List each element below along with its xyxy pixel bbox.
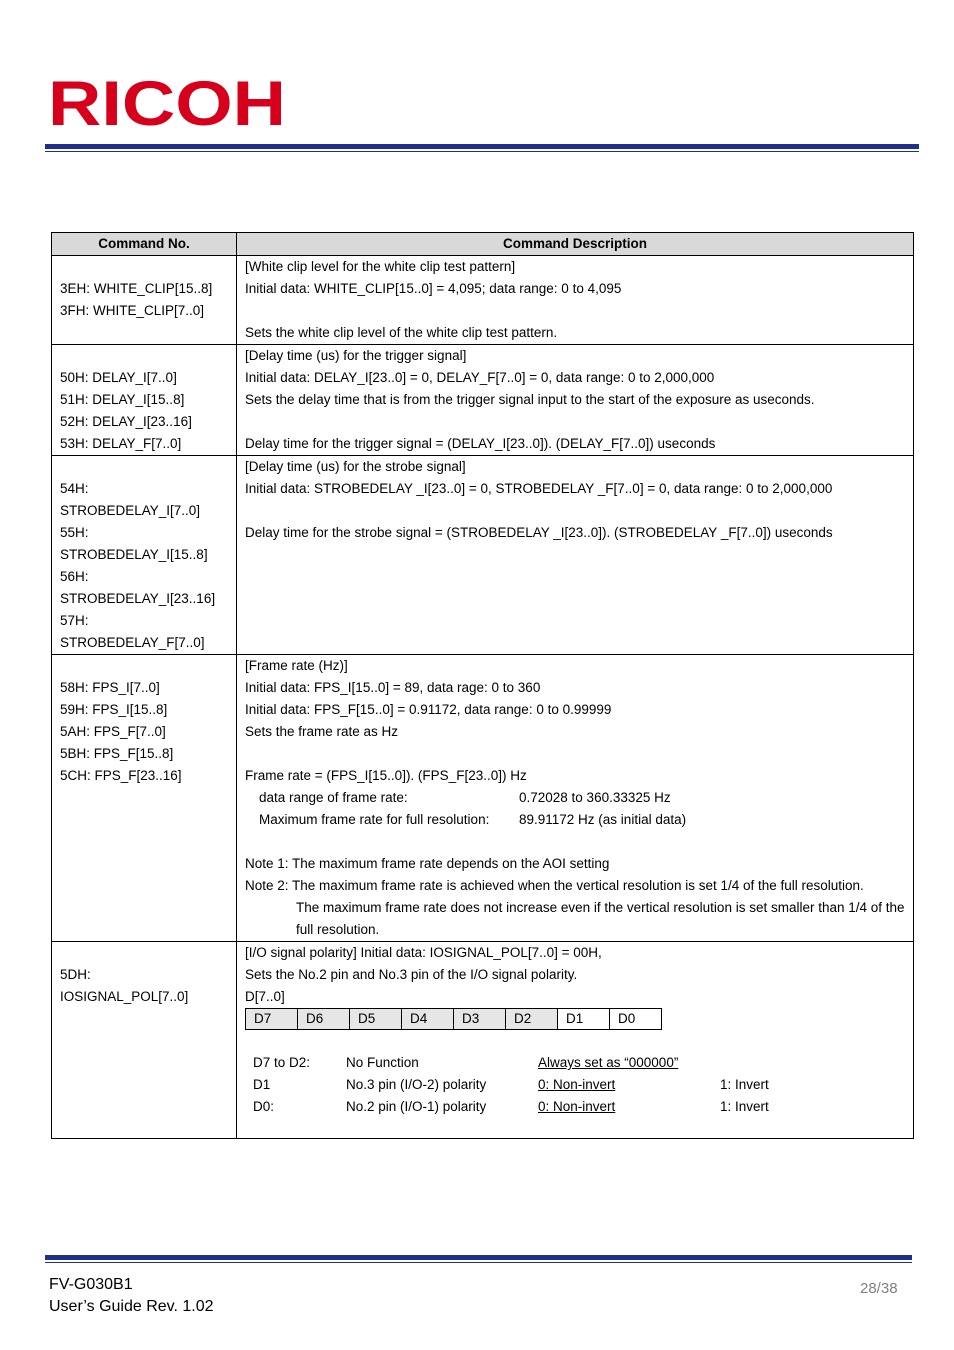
desc-line: Delay time for the strobe signal = (STROBEDELAY _I[23..0]). (STROBEDELAY _F[7..0]) useconds [245,525,833,540]
desc-line: Initial data: FPS_I[15..0] = 89, data rage: 0 to 360 [245,680,541,695]
command-label: 5AH: FPS_F[7..0] [60,724,166,739]
note-2-continued: The maximum frame rate does not increase even if the vertical resolution is set smaller than 1/4 of the full resolution. [296,900,905,937]
desc-line: Sets the delay time that is from the trigger signal input to the start of the exposure as useconds. [245,392,815,407]
bit-cell: D5 [350,1009,402,1030]
polarity-function: No Function [346,1055,419,1070]
command-label: 53H: DELAY_F[7..0] [60,436,182,451]
command-label: 56H: [60,569,89,584]
description-cell [237,256,914,345]
header-command-desc: Command Description [237,233,914,256]
command-label: 5DH: [60,967,91,982]
desc-line: Sets the No.2 pin and No.3 pin of the I/O signal polarity. [245,967,578,982]
polarity-value-1: 1: Invert [720,1099,769,1114]
desc-line: Sets the white clip level of the white clip test pattern. [245,325,558,340]
desc-line: Initial data: FPS_F[15..0] = 0.91172, data range: 0 to 0.99999 [245,702,612,717]
footer-rule-thick [45,1255,912,1260]
polarity-bit: D1 [253,1077,271,1092]
range-value: 0.72028 to 360.33325 Hz [519,790,671,805]
header-rule-thick [45,144,919,149]
note-1: Note 1: The maximum frame rate depends on the AOI setting [245,856,610,871]
polarity-function: No.3 pin (I/O-2) polarity [346,1077,487,1092]
desc-line: [I/O signal polarity] Initial data: IOSIGNAL_POL[7..0] = 00H, [245,945,602,960]
frame-rate-max [245,809,905,831]
polarity-function: No.2 pin (I/O-1) polarity [346,1099,487,1114]
desc-line: [Frame rate (Hz)] [245,658,348,673]
polarity-value-0: Always set as “000000” [538,1055,679,1070]
footer-rule-thin [45,1262,912,1263]
logo-text: RICOH [48,74,286,130]
command-label: 54H: [60,481,89,496]
table-row [52,655,914,942]
page-number: 28/38 [860,1280,898,1297]
command-cell [52,345,237,456]
command-table [51,232,914,1139]
command-cell [52,942,237,1139]
command-cell [52,256,237,345]
ricoh-logo [48,74,288,130]
polarity-row [253,1074,905,1096]
command-label: 3EH: WHITE_CLIP[15..8] [60,281,213,296]
desc-line: Delay time for the trigger signal = (DELAY_I[23..0]). (DELAY_F[7..0]) useconds [245,436,716,451]
note-2: Note 2: The maximum frame rate is achieved when the vertical resolution is set 1/4 of the full resolution. [245,878,864,893]
command-label: 3FH: WHITE_CLIP[7..0] [60,303,205,318]
max-label: Maximum frame rate for full resolution: [259,812,490,827]
command-label: 51H: DELAY_I[15..8] [60,392,185,407]
polarity-value-1: 1: Invert [720,1077,769,1092]
bit-cell: D1 [558,1009,610,1030]
bit-cell: D7 [246,1009,298,1030]
range-label: data range of frame rate: [259,790,408,805]
polarity-bit: D0: [253,1099,275,1114]
command-label: 50H: DELAY_I[7..0] [60,370,177,385]
table-row [52,456,914,655]
command-cell [52,456,237,655]
polarity-row [253,1096,905,1118]
max-value: 89.91172 Hz (as initial data) [519,812,687,827]
command-label: STROBEDELAY_I[7..0] [60,503,201,518]
bit-cell: D4 [402,1009,454,1030]
command-label: 5BH: FPS_F[15..8] [60,746,174,761]
desc-line: [Delay time (us) for the trigger signal] [245,348,467,363]
command-label: 58H: FPS_I[7..0] [60,680,160,695]
header-rule-thin [45,151,919,152]
command-label: STROBEDELAY_I[15..8] [60,547,208,562]
description-cell [237,456,914,655]
command-label: STROBEDELAY_F[7..0] [60,635,205,650]
command-cell [52,655,237,942]
command-label: 5CH: FPS_F[23..16] [60,768,182,783]
polarity-bit: D7 to D2: [253,1055,311,1070]
command-label: IOSIGNAL_POL[7..0] [60,989,189,1004]
header-command-no: Command No. [52,233,237,256]
desc-line: D[7..0] [245,989,285,1004]
description-cell [237,942,914,1139]
frame-rate-range [245,787,905,809]
description-cell [237,655,914,942]
command-label: STROBEDELAY_I[23..16] [60,591,216,606]
bit-layout-table [245,1008,662,1030]
table-row [52,256,914,345]
command-label: 59H: FPS_I[15..8] [60,702,168,717]
table-row [52,345,914,456]
desc-line: Initial data: DELAY_I[23..0] = 0, DELAY_F[7..0] = 0, data range: 0 to 2,000,000 [245,370,715,385]
footer-doc-info [49,1274,214,1318]
polarity-value-0: 0: Non-invert [538,1099,616,1114]
desc-line: [White clip level for the white clip test pattern] [245,259,516,274]
footer-model: FV-G030B1 [49,1276,133,1293]
command-label: 55H: [60,525,89,540]
footer-guide: User’s Guide Rev. 1.02 [49,1298,214,1315]
bit-cell: D3 [454,1009,506,1030]
desc-line: Initial data: WHITE_CLIP[15..0] = 4,095; data range: 0 to 4,095 [245,281,622,296]
desc-line: Initial data: STROBEDELAY _I[23..0] = 0, STROBEDELAY _F[7..0] = 0, data range: 0 to 2,000,000 [245,481,833,496]
description-cell [237,345,914,456]
table-header-row [52,233,914,256]
bit-cell: D2 [506,1009,558,1030]
polarity-value-0: 0: Non-invert [538,1077,616,1092]
command-label: 57H: [60,613,89,628]
bit-cell: D0 [610,1009,662,1030]
bit-cell: D6 [298,1009,350,1030]
polarity-row [253,1052,905,1074]
command-label: 52H: DELAY_I[23..16] [60,414,192,429]
polarity-list [253,1052,905,1118]
desc-line: Frame rate = (FPS_I[15..0]). (FPS_F[23..0]) Hz [245,768,527,783]
table-row [52,942,914,1139]
desc-line: Sets the frame rate as Hz [245,724,399,739]
desc-line: [Delay time (us) for the strobe signal] [245,459,466,474]
